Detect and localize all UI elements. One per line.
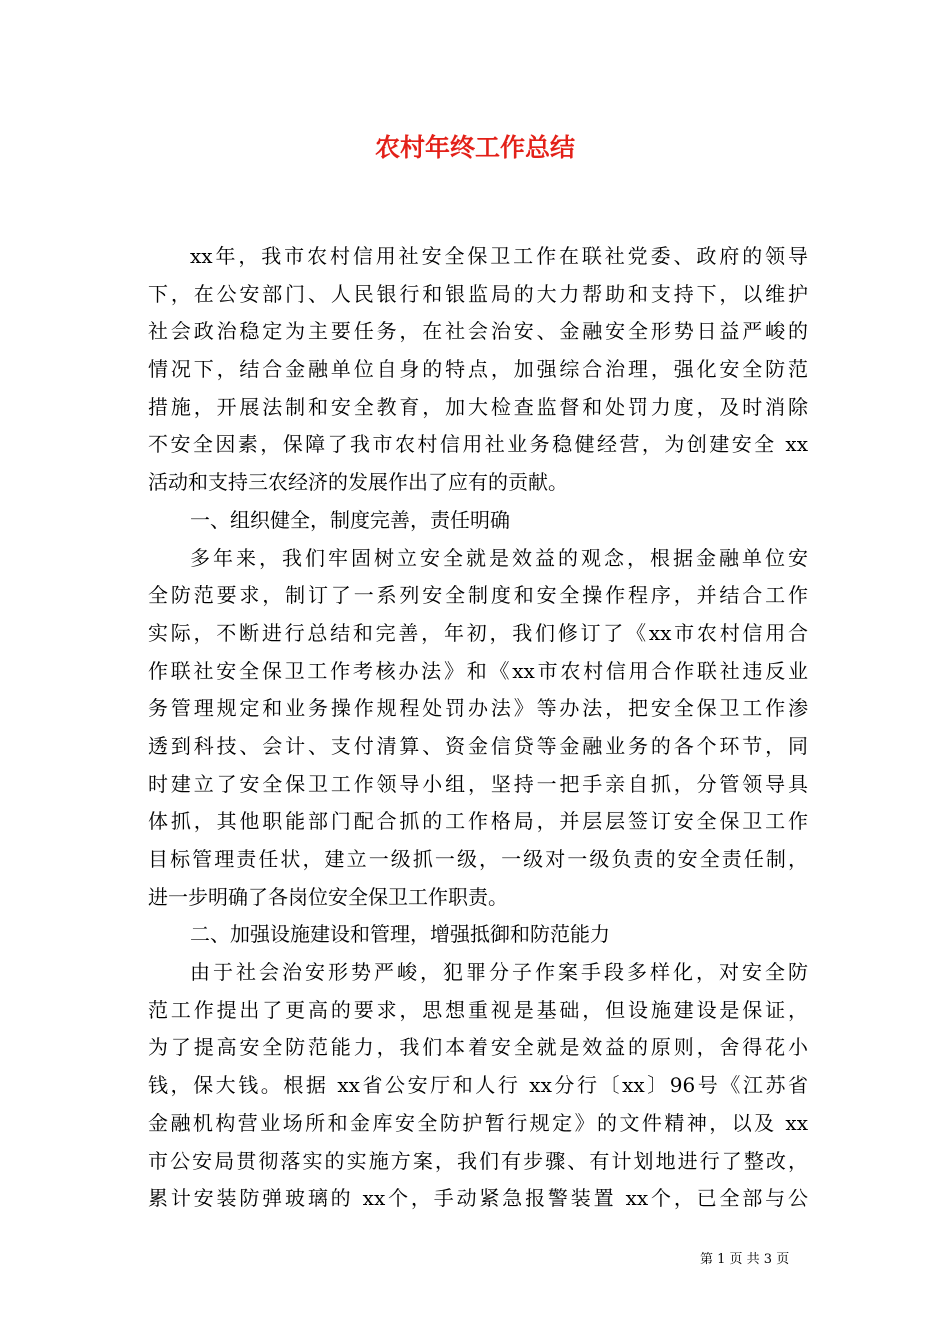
document-body	[148, 238, 808, 1218]
text-line: 不安全因素，保障了我市农村信用社业务稳健经营，为创建安全 xx	[148, 432, 808, 457]
text-line: 作联社安全保卫工作考核办法》和《xx市农村信用合作联社违反业	[148, 658, 808, 683]
text-line: 全防范要求，制订了一系列安全制度和安全操作程序，并结合工作	[148, 583, 808, 608]
section-heading: 一、组织健全，制度完善，责任明确	[190, 507, 510, 532]
text-line: 由于社会治安形势严峻，犯罪分子作案手段多样化，对安全防	[190, 960, 808, 985]
text-line: 范工作提出了更高的要求，思想重视是基础，但设施建设是保证，	[148, 997, 808, 1022]
text-line: 务管理规定和业务操作规程处罚办法》等办法，把安全保卫工作渗	[148, 696, 808, 721]
text-line: 累计安装防弹玻璃的 xx个，手动紧急报警装置 xx个，已全部与公	[148, 1186, 808, 1211]
text-line: 进一步明确了各岗位安全保卫工作职责。	[148, 884, 508, 909]
section-heading: 二、加强设施建设和管理，增强抵御和防范能力	[190, 922, 610, 947]
text-line: xx年，我市农村信用社安全保卫工作在联社党委、政府的领导	[190, 244, 808, 268]
text-line: 多年来，我们牢固树立安全就是效益的观念，根据金融单位安	[190, 545, 808, 570]
text-line: 体抓，其他职能部门配合抓的工作格局，并层层签订安全保卫工作	[148, 809, 808, 834]
text-line: 透到科技、会计、支付清算、资金信贷等金融业务的各个环节，同	[148, 733, 808, 758]
text-line: 目标管理责任状，建立一级抓一级，一级对一级负责的安全责任制，	[148, 847, 808, 871]
text-line: 市公安局贯彻落实的实施方案，我们有步骤、有计划地进行了整改，	[148, 1148, 808, 1173]
text-line: 实际，不断进行总结和完善，年初，我们修订了《xx市农村信用合	[148, 620, 808, 645]
page-number: 第 1 页 共 3 页	[700, 1252, 790, 1267]
text-line: 下，在公安部门、人民银行和银监局的大力帮助和支持下，以维护	[148, 281, 808, 306]
document-title: 农村年终工作总结	[374, 133, 575, 162]
text-line: 金融机构营业场所和金库安全防护暂行规定》的文件精神，以及 xx	[148, 1110, 808, 1135]
text-line: 时建立了安全保卫工作领导小组，坚持一把手亲自抓，分管领导具	[148, 771, 808, 796]
text-line: 为了提高安全防范能力，我们本着安全就是效益的原则，舍得花小	[148, 1035, 808, 1060]
text-line: 社会政治稳定为主要任务，在社会治安、金融安全形势日益严峻的	[148, 319, 808, 344]
text-line: 钱，保大钱。根据 xx省公安厅和人行 xx分行〔xx〕96号《江苏省	[148, 1073, 808, 1098]
text-line: 措施，开展法制和安全教育，加大检查监督和处罚力度，及时消除	[148, 394, 808, 419]
text-line: 情况下，结合金融单位自身的特点，加强综合治理，强化安全防范	[148, 357, 808, 382]
text-line: 活动和支持三农经济的发展作出了应有的贡献。	[148, 470, 568, 495]
